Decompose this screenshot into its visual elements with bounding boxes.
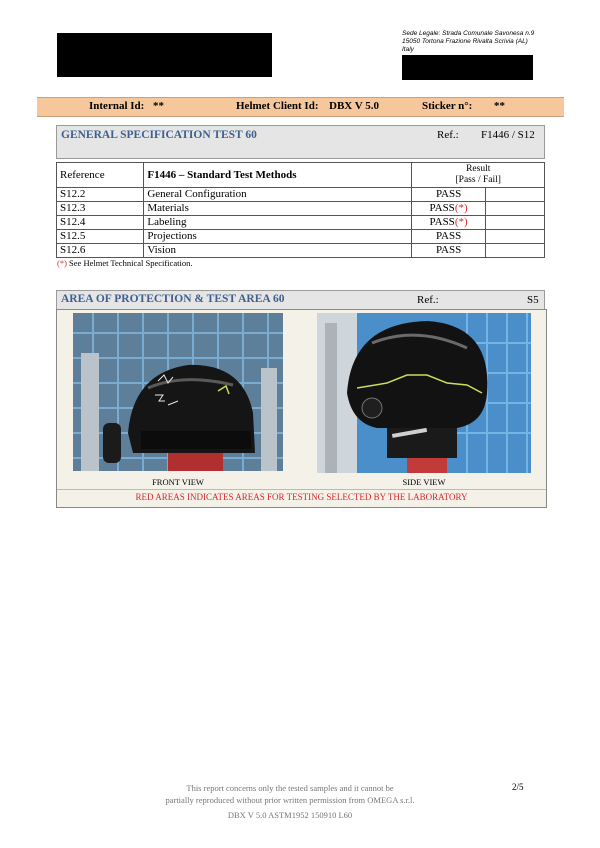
row-blank <box>485 216 544 230</box>
result-text: PASS <box>429 202 455 214</box>
protection-section-header <box>56 290 545 310</box>
table-row <box>57 244 545 258</box>
row-ref: S12.3 <box>57 202 144 216</box>
result-mark: (*) <box>454 216 468 228</box>
spec-ref-label: Ref.: <box>437 129 459 141</box>
result-header-line1: Result <box>466 164 491 174</box>
front-view-caption: FRONT VIEW <box>152 477 204 487</box>
spec-section-title: GENERAL SPECIFICATION TEST 60 <box>61 129 257 141</box>
spec-section-header <box>56 125 545 159</box>
internal-id-label: Internal Id: <box>89 100 145 112</box>
table-row <box>57 188 545 202</box>
result-text: PASS <box>429 216 455 228</box>
row-method: Projections <box>144 230 412 244</box>
footer-line-1: This report concerns only the tested samples and it cannot be <box>186 783 394 793</box>
spec-footnote <box>57 258 192 268</box>
side-view-caption: SIDE VIEW <box>402 477 446 487</box>
table-row <box>57 216 545 230</box>
sticker-label: Sticker n°: <box>422 100 473 112</box>
row-result <box>412 216 485 230</box>
address-line-1: Sede Legale: Strada Comunale Savonesa n.9 <box>402 30 535 37</box>
row-method: Vision <box>144 244 412 258</box>
row-method: General Configuration <box>144 188 412 202</box>
photo-panel <box>56 309 547 508</box>
row-ref: S12.4 <box>57 216 144 230</box>
footer-disclaimer <box>120 782 460 806</box>
row-blank <box>485 188 544 202</box>
row-ref: S12.2 <box>57 188 144 202</box>
protection-section-title: AREA OF PROTECTION & TEST AREA 60 <box>61 293 285 305</box>
spec-table <box>56 162 545 258</box>
client-id-label: Helmet Client Id: <box>236 100 319 112</box>
col-header-reference: Reference <box>57 163 144 188</box>
col-header-method: F1446 – Standard Test Methods <box>144 163 412 188</box>
row-result <box>412 244 485 258</box>
row-blank <box>485 202 544 216</box>
redacted-logo <box>57 33 272 77</box>
result-text: PASS <box>435 188 462 200</box>
row-ref: S12.5 <box>57 230 144 244</box>
protection-ref-label: Ref.: <box>417 294 439 306</box>
spec-ref-value: F1446 / S12 <box>481 129 535 141</box>
page-number: 2/5 <box>512 782 524 792</box>
sticker-value: ** <box>494 100 505 112</box>
client-id-value: DBX V 5.0 <box>329 100 380 112</box>
front-view-photo <box>73 313 283 471</box>
side-view-photo <box>317 313 531 473</box>
address-line-2: 15050 Tortona Frazione Rivalta Scrivia (AL) <box>402 38 528 45</box>
table-row <box>57 230 545 244</box>
company-address <box>402 30 572 54</box>
row-result <box>412 202 485 216</box>
row-method: Materials <box>144 202 412 216</box>
row-result <box>412 188 485 202</box>
footer-line-2: partially reproduced without prior written permission from OMEGA s.r.l. <box>165 795 415 805</box>
row-blank <box>485 244 544 258</box>
result-header-line2: [Pass / Fail] <box>455 175 501 185</box>
protection-ref-value: S5 <box>527 294 539 306</box>
footer-code: DBX V 5.0 ASTM1952 150910 L60 <box>227 810 353 820</box>
address-line-3: Italy <box>402 46 414 53</box>
redacted-address-block <box>402 55 533 80</box>
row-method: Labeling <box>144 216 412 230</box>
row-result <box>412 230 485 244</box>
result-text: PASS <box>435 244 462 256</box>
footnote-mark: (*) <box>57 258 67 268</box>
table-header-row <box>57 163 545 188</box>
row-blank <box>485 230 544 244</box>
result-mark: (*) <box>454 202 468 214</box>
id-bar <box>37 97 564 117</box>
red-areas-note: RED AREAS INDICATES AREAS FOR TESTING SELECTED BY THE LABORATORY <box>135 492 468 502</box>
row-ref: S12.6 <box>57 244 144 258</box>
col-header-result <box>412 163 545 188</box>
internal-id-value: ** <box>153 100 164 112</box>
footnote-text: See Helmet Technical Specification. <box>69 258 193 268</box>
result-text: PASS <box>435 230 462 242</box>
table-row <box>57 202 545 216</box>
